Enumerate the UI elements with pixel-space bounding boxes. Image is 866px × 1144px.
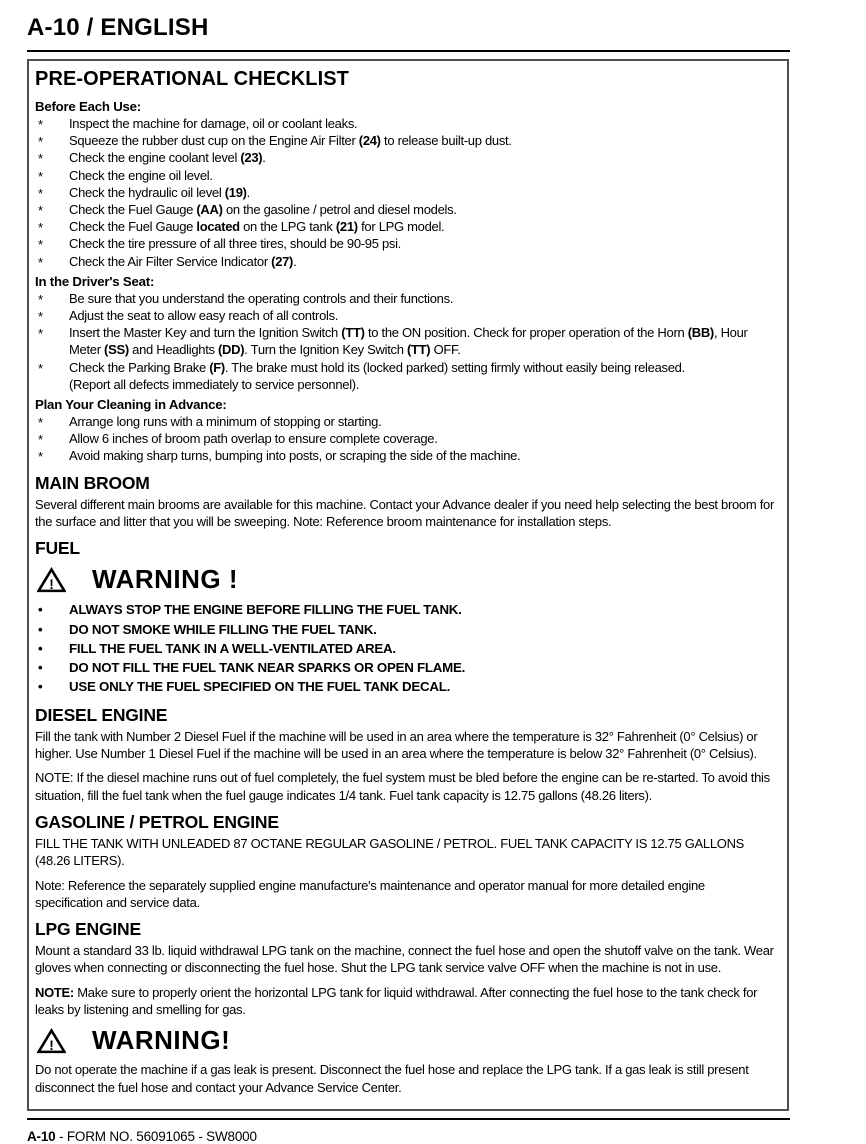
- text-segment: on the gasoline / petrol and diesel models.: [222, 202, 457, 218]
- dot-bullet: •: [38, 660, 43, 676]
- warning-triangle-icon: [37, 1028, 66, 1054]
- group-label: Before Each Use:: [35, 99, 142, 114]
- asterisk-bullet: *: [38, 117, 43, 132]
- paragraph: [35, 835, 775, 870]
- checklist-item: [35, 149, 775, 166]
- text-segment: Check the engine oil level.: [69, 167, 213, 183]
- text-segment: Check the Parking Brake: [69, 359, 210, 375]
- warning-item: [35, 620, 775, 639]
- text-segment: Allow 6 inches of broom path overlap to ensure complete coverage.: [69, 431, 438, 447]
- text-segment: for LPG model.: [357, 219, 445, 235]
- header-rule: [27, 50, 790, 52]
- svg-text:!: !: [49, 1037, 54, 1053]
- section-heading: MAIN BROOM: [35, 472, 150, 493]
- text-segment: , Hour Meter: [69, 325, 748, 358]
- checklist-item: [35, 115, 775, 132]
- text-segment: Make sure to properly orient the horizontal LPG tank for liquid withdrawal. After connecting the fuel hose to the tank check for leaks by listening and smelling for gas.: [35, 984, 758, 1017]
- warning-block: [35, 564, 775, 696]
- warning-item-text: ALWAYS STOP THE ENGINE BEFORE FILLING THE FUEL TANK.: [69, 602, 462, 618]
- checklist-item: [35, 430, 775, 447]
- text-segment: (Report all defects immediately to service personnel).: [69, 376, 360, 392]
- section-heading: FUEL: [35, 538, 80, 559]
- warning-item-text: DO NOT SMOKE WHILE FILLING THE FUEL TANK.: [69, 621, 377, 637]
- paragraph: [35, 984, 775, 1019]
- asterisk-bullet: *: [38, 203, 43, 219]
- page-footer: [27, 1129, 866, 1144]
- text-segment: (19): [224, 184, 247, 200]
- text-segment: Adjust the seat to allow easy reach of all controls.: [69, 308, 339, 324]
- text-segment: Check the engine coolant level: [69, 150, 241, 166]
- paragraph: [35, 769, 775, 804]
- text-segment: (F): [209, 359, 225, 375]
- checklist-item: [35, 324, 775, 358]
- checklist-title: PRE-OPERATIONAL CHECKLIST: [35, 68, 349, 90]
- warning-triangle-icon: [37, 567, 66, 593]
- warning-item: [35, 639, 775, 658]
- text-segment: (TT): [406, 342, 431, 358]
- text-segment: (SS): [104, 342, 129, 358]
- paragraph: [35, 728, 775, 763]
- asterisk-bullet: *: [38, 237, 43, 253]
- checklist-item: [35, 167, 775, 184]
- text-segment: Insert the Master Key and turn the Ignition Switch: [69, 325, 342, 341]
- text-segment: (23): [240, 150, 263, 166]
- checklist-item: [35, 132, 775, 149]
- paragraph: [35, 877, 775, 912]
- warning-header: [37, 564, 775, 595]
- asterisk-bullet: *: [38, 291, 43, 307]
- asterisk-bullet: *: [38, 360, 43, 376]
- asterisk-bullet: *: [38, 134, 43, 150]
- dot-bullet: •: [38, 602, 43, 618]
- text-segment: to release built-up dust.: [380, 133, 512, 149]
- text-segment: to the ON position. Check for proper operation of the Horn: [364, 325, 688, 341]
- checklist-item: [35, 218, 775, 235]
- warning-list: [35, 600, 775, 696]
- warning-item-text: DO NOT FILL THE FUEL TANK NEAR SPARKS OR OPEN FLAME.: [69, 660, 466, 676]
- text-segment: (DD): [218, 342, 245, 358]
- text-segment: Be sure that you understand the operating controls and their functions.: [69, 290, 454, 306]
- warning-title: WARNING!: [92, 1025, 231, 1056]
- warning-item-text: FILL THE FUEL TANK IN A WELL-VENTILATED AREA.: [69, 640, 396, 656]
- text-segment: NOTE:: [35, 984, 74, 1000]
- asterisk-bullet: *: [38, 449, 43, 465]
- text-segment: (TT): [341, 325, 365, 341]
- warning-paragraph: [35, 1061, 775, 1096]
- group-label: Plan Your Cleaning in Advance:: [35, 397, 227, 413]
- dot-bullet: •: [38, 679, 43, 695]
- footer-rule: [27, 1118, 790, 1120]
- text-segment: .: [246, 184, 250, 200]
- asterisk-bullet: *: [38, 254, 43, 270]
- section-heading: LPG ENGINE: [35, 919, 141, 940]
- text-segment: (21): [335, 219, 358, 235]
- warning-title: WARNING !: [92, 564, 239, 595]
- text-segment: FILL THE TANK WITH UNLEADED 87 OCTANE REGULAR GASOLINE / PETROL. FUEL TANK CAPACITY IS 12.75 GALLONS (48.26 LITERS).: [35, 835, 745, 869]
- text-segment: Squeeze the rubber dust cup on the Engine Air Filter: [69, 133, 359, 149]
- checklist-group: [35, 413, 775, 465]
- dot-bullet: •: [38, 640, 43, 656]
- asterisk-bullet: *: [38, 168, 43, 184]
- checklist-item: [35, 447, 775, 464]
- asterisk-bullet: *: [38, 220, 43, 236]
- text-segment: Mount a standard 33 lb. liquid withdrawal LPG tank on the machine, connect the fuel hose and open the shutoff valve on the tank. Wear gloves when connecting or disconnecting the fuel hose. Shut the LPG tank service valve OFF when the machine is not in use.: [35, 943, 774, 976]
- content-box: [27, 59, 789, 1111]
- text-segment: Check the Fuel Gauge: [69, 219, 197, 235]
- text-segment: and Headlights: [128, 342, 219, 358]
- warning-item: [35, 600, 775, 619]
- checklist-item: [35, 235, 775, 252]
- warning-item: [35, 677, 775, 696]
- checklist-item: [35, 359, 775, 393]
- asterisk-bullet: *: [38, 415, 43, 431]
- text-segment: (AA): [196, 202, 223, 218]
- text-segment: Several different main brooms are available for this machine. Contact your Advance dealer if you need help selecting the best broom for the surface and litter that you will be sweeping. Note: Reference broom maintenance for installation steps.: [35, 496, 774, 529]
- dot-bullet: •: [38, 621, 43, 637]
- text-segment: Check the tire pressure of all three tires, should be 90-95 psi.: [69, 236, 401, 252]
- text-segment: . The brake must hold its (locked parked) setting firmly without easily being released.: [224, 359, 685, 375]
- checklist-group: [35, 290, 775, 393]
- text-segment: .: [262, 150, 266, 166]
- text-segment: (BB): [687, 325, 714, 341]
- text-segment: Arrange long runs with a minimum of stopping or starting.: [69, 414, 382, 430]
- text-segment: Inspect the machine for damage, oil or coolant leaks.: [69, 116, 358, 131]
- text-segment: on the LPG tank: [239, 219, 336, 235]
- text-segment: Note: Reference the separately supplied engine manufacture's maintenance and operator manual for more detailed engine specification and service data.: [35, 877, 705, 910]
- text-segment: Check the Fuel Gauge: [69, 202, 197, 218]
- checklist-group: [35, 115, 775, 270]
- footer-page-number: A-10: [27, 1128, 56, 1144]
- asterisk-bullet: *: [38, 432, 43, 448]
- warning-block: [35, 1025, 775, 1096]
- checklist-item: [35, 413, 775, 430]
- text-segment: NOTE: If the diesel machine runs out of fuel completely, the fuel system must be bled before the engine can be re-started. To avoid this situation, fill the fuel tank when the fuel gauge indicates 1/4 tank. Fuel tank capacity is 12.75 gallons (48.26 liters).: [35, 770, 770, 803]
- text-segment: Check the Air Filter Service Indicator: [69, 253, 272, 269]
- text-segment: Do not operate the machine if a gas leak is present. Disconnect the fuel hose and replace the LPG tank. If a gas leak is still present disconnect the fuel hose and contact your Advance Service Center.: [35, 1062, 749, 1095]
- text-segment: (24): [358, 133, 381, 149]
- asterisk-bullet: *: [38, 185, 43, 201]
- section-heading: GASOLINE / PETROL ENGINE: [35, 811, 279, 832]
- section-heading: DIESEL ENGINE: [35, 704, 168, 725]
- warning-item-text: USE ONLY THE FUEL SPECIFIED ON THE FUEL TANK DECAL.: [69, 679, 451, 695]
- page-title: A-10 / ENGLISH: [27, 14, 209, 41]
- text-segment: Avoid making sharp turns, bumping into posts, or scraping the side of the machine.: [69, 448, 521, 464]
- text-segment: Fill the tank with Number 2 Diesel Fuel if the machine will be used in an area where the temperature is 32° Fahrenheit (0° Celsius) or higher. Use Number 1 Diesel Fuel if the machine will be used in an area where the temperature is below 32° Fahrenheit (0° Celsius).: [35, 728, 758, 762]
- checklist-item: [35, 307, 775, 324]
- asterisk-bullet: *: [38, 151, 43, 167]
- text-segment: located: [196, 219, 240, 235]
- checklist-item: [35, 184, 775, 201]
- group-label: In the Driver's Seat:: [35, 273, 155, 289]
- warning-header: [37, 1025, 775, 1056]
- checklist-item: [35, 201, 775, 218]
- text-segment: . Turn the Ignition Key Switch: [244, 342, 407, 358]
- asterisk-bullet: *: [38, 326, 43, 342]
- svg-text:!: !: [49, 576, 54, 592]
- text-segment: Check the hydraulic oil level: [69, 184, 225, 200]
- asterisk-bullet: *: [38, 309, 43, 325]
- paragraph: [35, 496, 775, 531]
- warning-item: [35, 658, 775, 677]
- text-segment: (27): [271, 253, 294, 269]
- text-segment: OFF.: [430, 342, 461, 358]
- text-segment: .: [293, 253, 297, 269]
- checklist-item: [35, 290, 775, 307]
- footer-form-number: - FORM NO. 56091065 - SW8000: [55, 1128, 257, 1144]
- paragraph: [35, 942, 775, 977]
- checklist-item: [35, 253, 775, 270]
